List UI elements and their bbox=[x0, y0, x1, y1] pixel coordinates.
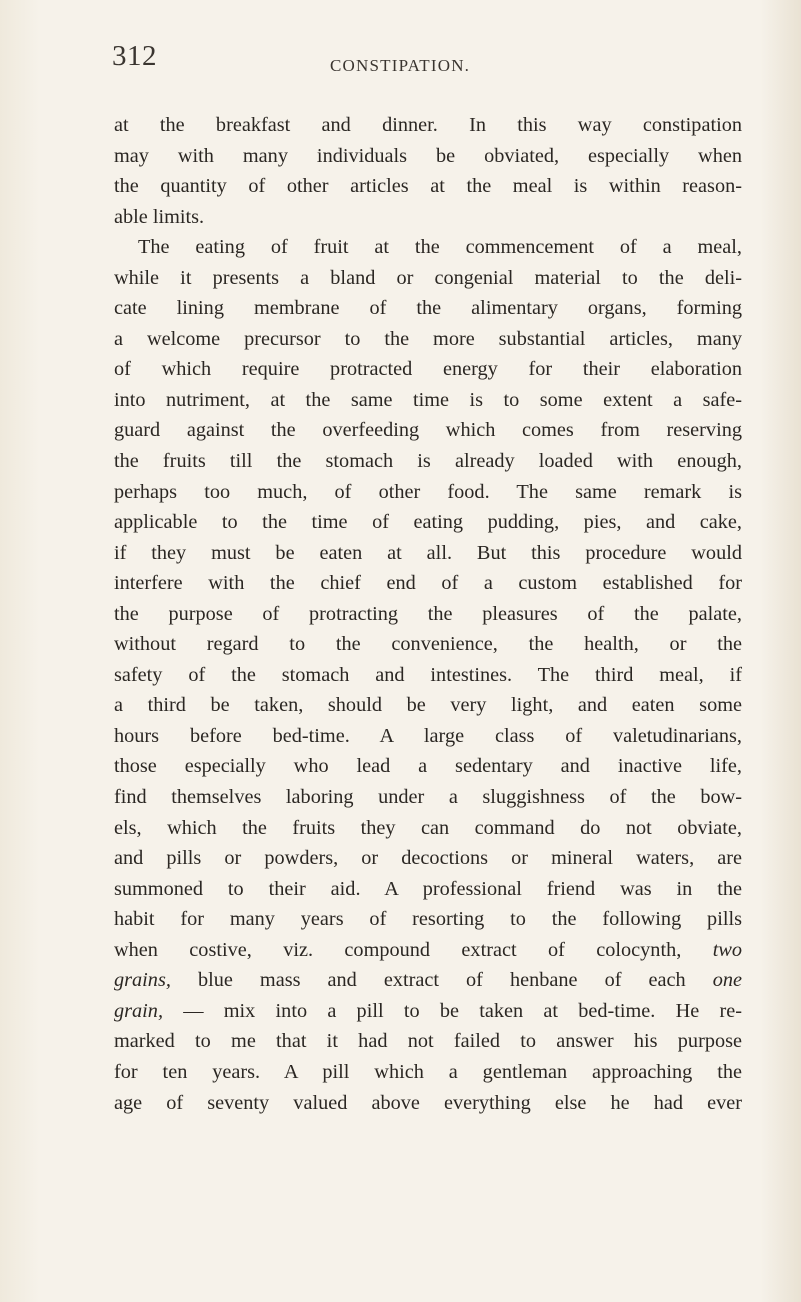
text-line: if they must be eaten at all. But this procedure would bbox=[114, 541, 742, 564]
text-line: the fruits till the stomach is already loaded with enough, bbox=[114, 450, 742, 473]
text-line: and pills or powders, or decoctions or mineral waters, are bbox=[114, 847, 742, 870]
text-line: of which require protracted energy for their elaboration bbox=[114, 358, 742, 381]
text-line: habit for many years of resorting to the following pills bbox=[114, 908, 742, 931]
text-line: without regard to the convenience, the health, or the bbox=[114, 633, 742, 656]
text-line bbox=[114, 996, 742, 1027]
text-line: marked to me that it had not failed to answer his purpose bbox=[114, 1030, 742, 1053]
text-line: age of seventy valued above everything else he had ever bbox=[114, 1091, 742, 1114]
text-segment: blue mass and extract of henbane of each bbox=[170, 969, 686, 992]
italic-text: two bbox=[712, 938, 742, 961]
text-line: summoned to their aid. A professional friend was in the bbox=[114, 877, 742, 900]
text-line: guard against the overfeeding which comes from reserving bbox=[114, 419, 742, 442]
text-line: may with many individuals be obviated, especially when bbox=[114, 144, 742, 167]
text-line: into nutriment, at the same time is to some extent a safe- bbox=[114, 388, 742, 411]
text-line: the purpose of protracting the pleasures of the palate, bbox=[114, 602, 742, 625]
text-line: perhaps too much, of other food. The same remark is bbox=[114, 480, 742, 503]
text-line: the quantity of other articles at the meal is within reason- bbox=[114, 175, 742, 198]
text-line: while it presents a bland or congenial material to the deli- bbox=[114, 266, 742, 289]
text-line: those especially who lead a sedentary and inactive life, bbox=[114, 755, 742, 778]
text-line: interfere with the chief end of a custom established for bbox=[114, 572, 742, 595]
text-line: hours before bed-time. A large class of valetudinarians, bbox=[114, 724, 742, 747]
text-line bbox=[114, 935, 742, 966]
text-line: The eating of fruit at the commencement of a meal, bbox=[138, 236, 742, 259]
text-line: cate lining membrane of the alimentary organs, forming bbox=[114, 297, 742, 320]
italic-text: grains, bbox=[114, 969, 171, 992]
text-line: at the breakfast and dinner. In this way constipation bbox=[114, 114, 742, 136]
text-line: a third be taken, should be very light, and eaten some bbox=[114, 694, 742, 717]
text-line: for ten years. A pill which a gentleman approaching the bbox=[114, 1060, 742, 1083]
text-line: a welcome precursor to the more substantial articles, many bbox=[114, 327, 742, 350]
running-head: CONSTIPATION. bbox=[330, 56, 471, 75]
text-line: safety of the stomach and intestines. The third meal, if bbox=[114, 663, 742, 686]
text-segment: — mix into a pill to be taken at bed-time. He re- bbox=[163, 999, 742, 1022]
text-line: able limits. bbox=[114, 205, 205, 228]
text-line: applicable to the time of eating pudding, pies, and cake, bbox=[114, 511, 742, 534]
body-text bbox=[114, 110, 742, 1118]
page-number: 312 bbox=[112, 40, 157, 72]
italic-text: grain, bbox=[114, 999, 164, 1022]
text-line: find themselves laboring under a sluggishness of the bow- bbox=[114, 786, 742, 809]
text-line: els, which the fruits they can command do not obviate, bbox=[114, 816, 742, 839]
text-line bbox=[114, 965, 742, 996]
text-segment: when costive, viz. compound extract of colocynth, bbox=[114, 938, 682, 961]
italic-text: one bbox=[712, 969, 742, 992]
